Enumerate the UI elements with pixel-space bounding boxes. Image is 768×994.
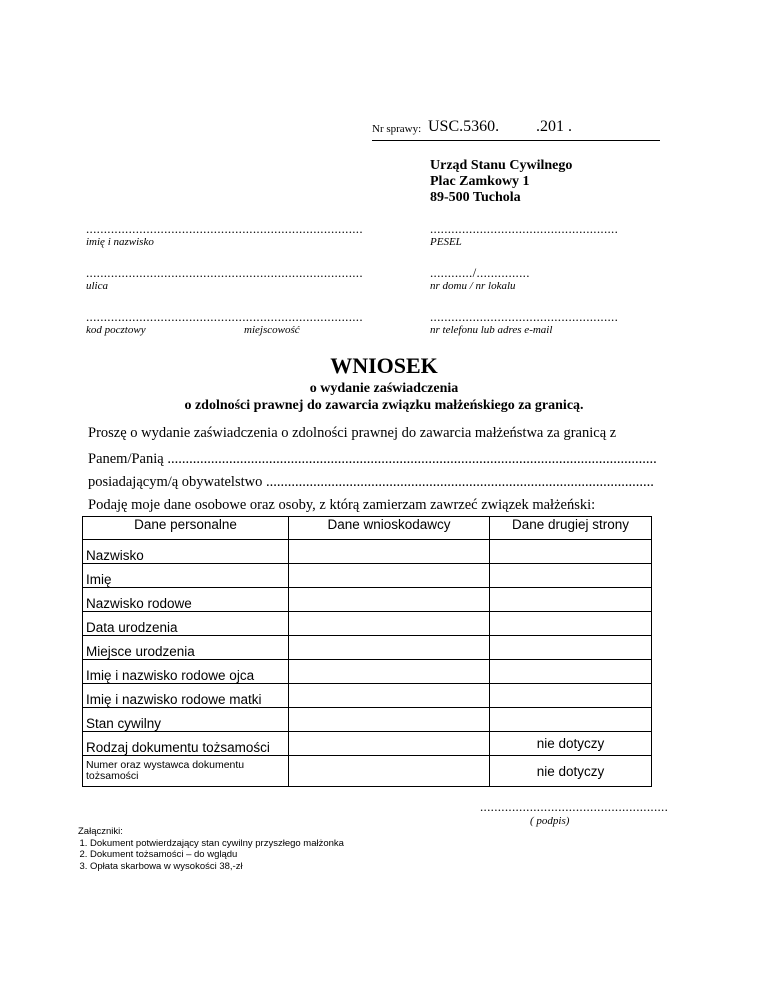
row-label: Stan cywilny xyxy=(83,708,289,732)
document-title: WNIOSEK xyxy=(330,353,438,378)
name-caption: imię i nazwisko xyxy=(86,236,154,248)
office-street: Plac Zamkowy 1 xyxy=(430,174,530,189)
subtitle-line-2: o zdolności prawnej do zawarcia związku małżeńskiego za granicą. xyxy=(184,398,584,413)
table-row xyxy=(83,684,652,708)
other-party-cell[interactable] xyxy=(490,636,652,660)
contact-caption: nr telefonu lub adres e-mail xyxy=(430,324,553,336)
row-label: Imię i nazwisko rodowe matki xyxy=(83,684,289,708)
request-line-4: Podaję moje dane osobowe oraz osoby, z którą zamierzam zawrzeć związek małżeński: xyxy=(88,497,596,513)
street-field[interactable]: .............................................................................. xyxy=(86,265,363,280)
house-number-caption: nr domu / nr lokalu xyxy=(430,280,516,292)
other-party-cell[interactable] xyxy=(490,588,652,612)
row-label: Data urodzenia xyxy=(83,612,289,636)
table-row xyxy=(83,732,652,756)
pesel-field[interactable]: ..................................................... xyxy=(430,221,619,236)
row-label: Nazwisko xyxy=(83,540,289,564)
list-item: 3. Opłata skarbowa w wysokości 38,-zł xyxy=(90,861,344,873)
table-row xyxy=(83,708,652,732)
row-label: Nazwisko rodowe xyxy=(83,588,289,612)
table-row xyxy=(83,756,652,787)
applicant-cell[interactable] xyxy=(289,756,490,787)
attachments-section xyxy=(78,826,344,872)
table-row xyxy=(83,540,652,564)
applicant-cell[interactable] xyxy=(289,540,490,564)
postal-code-caption: kod pocztowy xyxy=(86,324,146,336)
personal-data-table xyxy=(82,516,652,787)
applicant-cell[interactable] xyxy=(289,564,490,588)
other-party-cell[interactable] xyxy=(490,660,652,684)
applicant-cell[interactable] xyxy=(289,636,490,660)
contact-field[interactable]: ..................................................... xyxy=(430,309,619,324)
list-item: 2. Dokument tożsamości – do wglądu xyxy=(90,849,344,861)
house-number-field[interactable]: ............/............... xyxy=(430,265,530,280)
request-line-2[interactable]: Panem/Panią ....................................................................................................................................... xyxy=(88,451,657,467)
table-row xyxy=(83,660,652,684)
table-row xyxy=(83,612,652,636)
table-row xyxy=(83,636,652,660)
table-row xyxy=(83,588,652,612)
list-item: 1. Dokument potwierdzający stan cywilny przyszłego małżonka xyxy=(90,838,344,850)
other-party-cell[interactable] xyxy=(490,708,652,732)
postal-city-field[interactable]: .............................................................................. xyxy=(86,309,363,324)
row-label: Rodzaj dokumentu tożsamości xyxy=(83,732,289,756)
header-applicant-data: Dane wnioskodawcy xyxy=(289,517,490,540)
case-number-value: USC.5360. xyxy=(428,118,500,135)
header-personal-data: Dane personalne xyxy=(83,517,289,540)
other-party-cell[interactable] xyxy=(490,684,652,708)
city-caption: miejscowość xyxy=(244,324,300,336)
attachments-title: Załączniki: xyxy=(78,826,123,837)
applicant-cell[interactable] xyxy=(289,708,490,732)
applicant-cell[interactable] xyxy=(289,660,490,684)
subtitle-line-1: o wydanie zaświadczenia xyxy=(309,381,459,396)
attachments-list xyxy=(78,838,344,873)
pesel-caption: PESEL xyxy=(430,236,462,248)
table-header-row xyxy=(83,517,652,540)
request-line-1: Proszę o wydanie zaświadczenia o zdolności prawnej do zawarcia małżeństwa za granicą z xyxy=(88,425,617,441)
office-city: 89-500 Tuchola xyxy=(430,190,521,205)
street-caption: ulica xyxy=(86,280,108,292)
signature-field[interactable]: ..................................................... xyxy=(480,799,669,814)
applicant-cell[interactable] xyxy=(289,588,490,612)
other-party-cell[interactable] xyxy=(490,612,652,636)
request-line-3[interactable]: posiadającym/ą obywatelstwo ........................................................................................................... xyxy=(88,474,654,490)
applicant-cell[interactable] xyxy=(289,732,490,756)
case-number-line xyxy=(372,116,660,141)
other-party-cell[interactable] xyxy=(490,564,652,588)
other-party-cell: nie dotyczy xyxy=(490,756,652,787)
document-subtitle xyxy=(0,380,768,414)
office-name: Urząd Stanu Cywilnego xyxy=(430,158,573,173)
case-year-value: .201 . xyxy=(536,118,572,135)
row-label: Miejsce urodzenia xyxy=(83,636,289,660)
case-number-label: Nr sprawy: xyxy=(372,123,422,135)
office-address xyxy=(430,158,572,206)
other-party-cell[interactable] xyxy=(490,540,652,564)
applicant-cell[interactable] xyxy=(289,684,490,708)
header-other-party-data: Dane drugiej strony xyxy=(490,517,652,540)
applicant-cell[interactable] xyxy=(289,612,490,636)
other-party-cell: nie dotyczy xyxy=(490,732,652,756)
row-label: Imię xyxy=(83,564,289,588)
row-label: Imię i nazwisko rodowe ojca xyxy=(83,660,289,684)
signature-caption: ( podpis) xyxy=(530,815,570,827)
name-field[interactable]: .............................................................................. xyxy=(86,221,363,236)
row-label: Numer oraz wystawca dokumentu tożsamości xyxy=(83,756,289,787)
table-row xyxy=(83,564,652,588)
